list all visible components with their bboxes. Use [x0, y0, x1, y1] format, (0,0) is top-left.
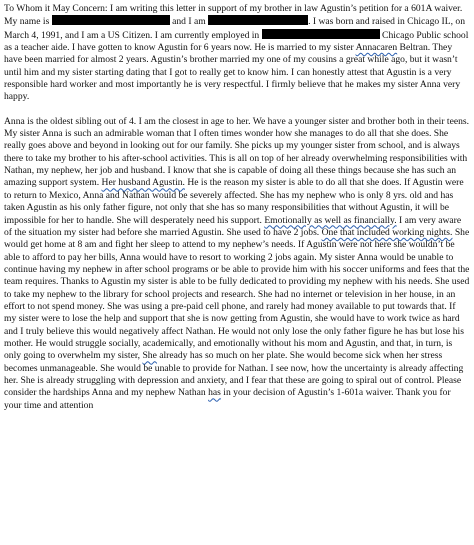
body-text: I am very aware of the situation my sister had before she married Agustin. She used to have 2 jobs.: [4, 214, 462, 238]
letter-paragraph-intro: [4, 3, 470, 104]
body-text: Anna is the oldest sibling out of 4. I am the closest in age to her. We have a younger sister and brother both in their teens. My sister Anna is such an admirable woman that I often times wonder how she manages to do all that she does. She really goes above and beyond in looking out for our family. She picks up my younger sister from school, and is always there to take my brother to his after-school activities. This is all on top of her already overwhelming responsibilities with Nathan, my nephew, her job and husband. I know that she is capable of doing all these things because she has such an amazing support system.: [4, 115, 470, 189]
body-text: in your decision of Agustin’s 1-601a waiver. Thank you for your time and attention: [4, 387, 451, 411]
letter-page: [4, 3, 470, 412]
paragraph-gap: [4, 104, 470, 116]
redacted-identity: [208, 15, 308, 25]
body-text: She would get home at 8 am and fight her sleep to attend to my nephew’s needs. If Agustin were not here she wouldn’t be able to afford to pay her bills, Anna would have to resort to working 2 jobs again. My sister Anna would be unable to continue having my nephew in after school programs or be able to provide him with his soccer uniforms and fees that the team requires. Thanks to Agustin my sister is able to be fully dedicated to providing my nephew with his needs. She used to take my nephew to the library for school projects and research. She had no internet or television in her house, in an effort to not spend money. She was using a pre-paid cell phone, and rarely had money available to put towards that. If my sister were to lose the help and support that she is now getting from Agustin, she would have to work twice as hard and I truly believe this would negatively affect Nathan. He would not only lose the only father figure he has but lose his mother. He would struggle socially, academically, and emotionally without his mom and Agustin, and that, in turn, is only going to overwhelm my sister,: [4, 226, 470, 362]
intro-text: and I am: [169, 16, 209, 28]
grammar-flagged-text: has: [208, 387, 221, 399]
grammar-flagged-text: Her husband Agustin.: [101, 177, 185, 189]
intro-text: To Whom it May Concern: I am writing this letter in support of my brother in law Agustin’s petition for a 601A waiver. My name is: [4, 3, 463, 28]
spellcheck-word: Annacaren: [355, 42, 398, 54]
letter-paragraph-body: [4, 116, 470, 412]
intro-text: Beltran. They have been married for almost 2 years. Agustin’s brother married my one of my cousins a great while ago, but it wasn’t until him and my sister starting dating that I got to really get to know him. I can honestly attest that Agustin is a very responsible hard worker and most importantly he is very respectful. I firmly believe that he makes my sister Anna very happy.: [4, 42, 461, 103]
redacted-name: [52, 15, 170, 25]
body-text: He is the reason my sister is able to do all that she does. If Agustin were to return to Mexico, Anna and Nathan would be severely affected. She has my nephew who is only 8 yrs. old and has taken Agustin as his only father figure, not only that she has so many responsibilities that without Agustin, it will be impossible for her to handle. She will desperately need his support.: [4, 177, 464, 226]
intro-text: Chicago Public school as a teacher aide. I have gotten to know Agustin for 6 years now. He is married to my sister: [4, 29, 469, 54]
grammar-flagged-text: One that included working nights.: [321, 226, 453, 238]
grammar-flagged-text: Emotionally as well as financially.: [264, 214, 397, 226]
redacted-school: [262, 29, 380, 39]
intro-text: . I was born and raised in Chicago IL, on March 4, 1991, and I am a US Citizen. I am currently employed in: [4, 16, 466, 41]
grammar-flagged-text: She: [142, 350, 157, 362]
body-text: already has so much on her plate. She would become sick when her stress becomes unmanageable. She would be unable to provide for Nathan. I see now, how the uncertainty is already affecting her. She is already struggling with depression and anxiety, and I fear that these are going to spiral out of control. Please consider the hardships Anna and my nephew Nathan: [4, 350, 464, 399]
